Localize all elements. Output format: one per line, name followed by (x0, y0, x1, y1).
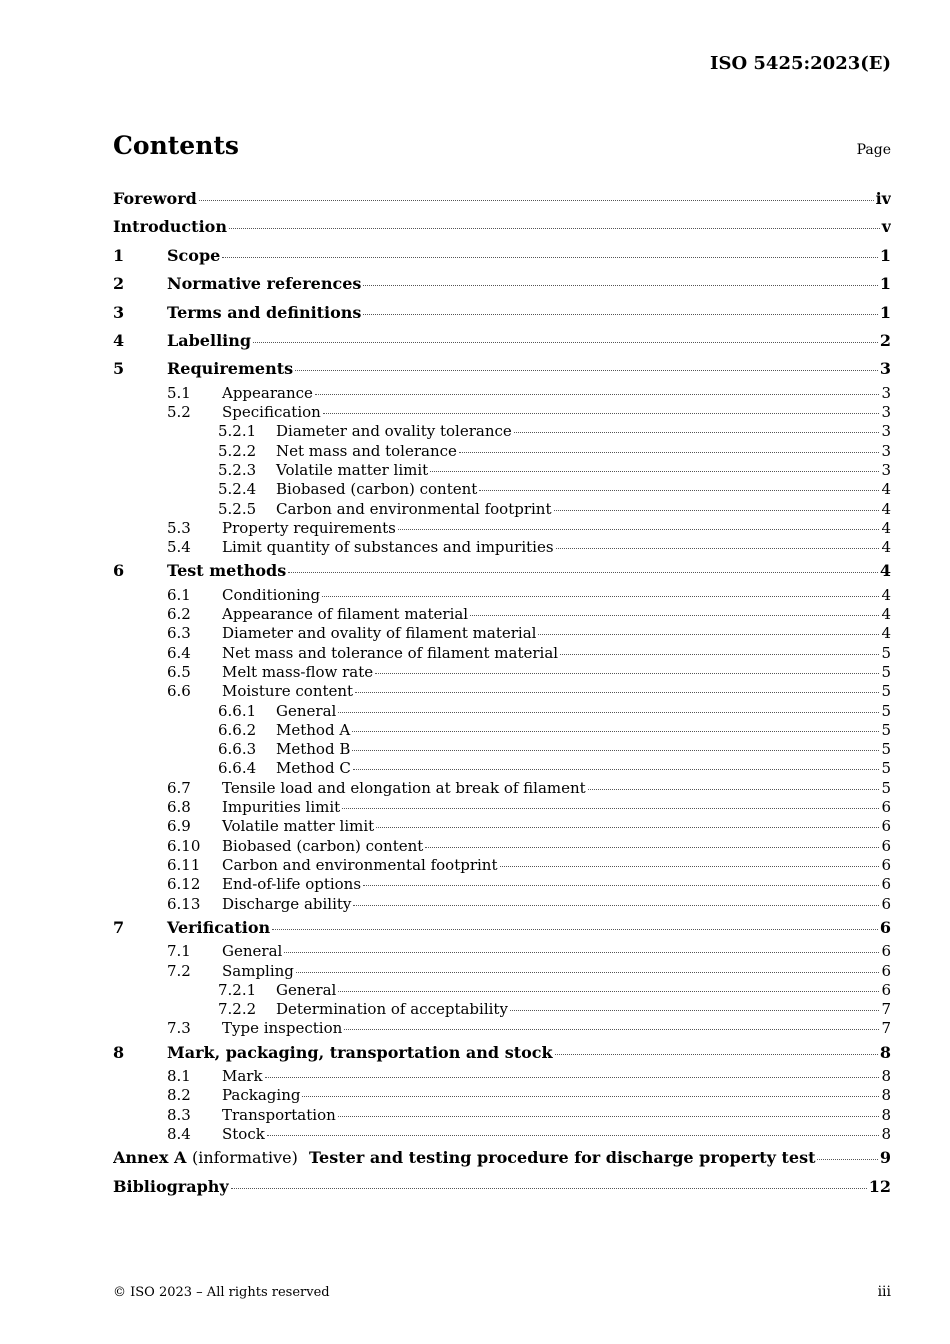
toc-entry-number: 2 (113, 274, 125, 294)
toc-entry-page: 8 (881, 1067, 891, 1086)
toc-entry[interactable] (113, 702, 891, 721)
toc-entry-number: 6.10 (167, 836, 201, 855)
toc-entry-number: 6.1 (167, 585, 191, 604)
toc-entry-title: Carbon and environmental footprint (222, 855, 498, 874)
toc-entry-page: 9 (879, 1148, 891, 1168)
toc-entry[interactable] (113, 856, 891, 875)
toc-entry-number: 6.5 (167, 662, 191, 681)
toc-entry[interactable] (113, 1086, 891, 1105)
toc-entry[interactable] (113, 403, 891, 422)
toc-entry-title: General (222, 942, 283, 961)
toc-entry-page: 4 (881, 499, 891, 518)
toc-entry-page: 7 (881, 1019, 891, 1038)
toc-entry-page: 5 (881, 778, 891, 797)
toc-entry-title: Tester and testing procedure for discharge property test (308, 1148, 816, 1168)
toc-entry-title: Net mass and tolerance (276, 441, 457, 460)
toc-dot-leader (355, 691, 879, 693)
toc-entry-number: 6.9 (167, 817, 191, 836)
toc-entry-title: Appearance of filament material (222, 605, 469, 624)
toc-entry-title: Terms and definitions (167, 302, 362, 322)
toc-entry-page: 3 (881, 460, 891, 479)
toc-dot-leader (284, 951, 879, 953)
toc-dot-leader (352, 749, 879, 751)
toc-entry[interactable] (113, 721, 891, 740)
toc-entry-number: 6.4 (167, 643, 191, 662)
toc-entry-title: General (276, 980, 337, 999)
toc-entry-title: Property requirements (222, 518, 396, 537)
toc-entry-title: Verification (167, 917, 271, 937)
toc-entry[interactable] (113, 1173, 891, 1201)
toc-entry-number: 5.2.3 (218, 460, 257, 479)
toc-entry[interactable] (113, 480, 891, 499)
toc-entry-title: Stock (222, 1125, 265, 1143)
toc-entry-number: 7.2 (167, 961, 191, 980)
toc-dot-leader (322, 595, 879, 597)
toc-dot-leader (510, 1009, 880, 1011)
toc-entry-title: Diameter and ovality tolerance (276, 422, 512, 441)
toc-dot-leader (398, 528, 880, 530)
toc-entry-page: 5 (881, 682, 891, 701)
toc-entry-number: 6.2 (167, 605, 191, 624)
toc-entry-page: 6 (881, 817, 891, 836)
toc-entry-number: 7 (113, 917, 125, 937)
toc-dot-leader (231, 1187, 867, 1189)
toc-entry-number: 5.1 (167, 383, 191, 402)
toc-dot-leader (265, 1076, 880, 1078)
toc-entry-page: 5 (881, 662, 891, 681)
toc-dot-leader (588, 788, 880, 790)
toc-entry-title: Sampling (222, 961, 294, 980)
toc-entry[interactable] (113, 624, 891, 643)
toc-entry[interactable] (113, 682, 891, 701)
toc-entry-number: 5.2.2 (218, 441, 257, 460)
toc-entry[interactable] (113, 981, 891, 1000)
toc-entry[interactable] (113, 1144, 891, 1172)
toc-entry[interactable] (113, 798, 891, 817)
toc-entry-page: 7 (881, 1000, 891, 1019)
toc-dot-leader (556, 547, 880, 549)
toc-entry[interactable] (113, 1019, 891, 1038)
toc-entry[interactable] (113, 779, 891, 798)
toc-entry-title: Method C (276, 759, 351, 778)
contents-title: Contents (113, 131, 240, 160)
toc-dot-leader (353, 768, 880, 770)
toc-entry-title: Volatile matter limit (222, 817, 375, 836)
toc-entry-number: 6.11 (167, 855, 201, 874)
toc-dot-leader (315, 393, 880, 395)
toc-entry-page: 5 (881, 759, 891, 778)
toc-entry[interactable] (113, 185, 891, 213)
toc-entry-number: 8.2 (167, 1086, 191, 1105)
toc-entry-title: Mark, packaging, transportation and stock (167, 1042, 553, 1062)
toc-entry-title: Moisture content (222, 682, 354, 701)
toc-entry-number: 6.8 (167, 798, 191, 817)
toc-dot-leader (363, 284, 877, 286)
toc-entry-title: Introduction (113, 217, 227, 237)
toc-entry-page: 3 (881, 383, 891, 402)
toc-entry[interactable] (113, 1125, 891, 1144)
toc-entry-page: 4 (881, 624, 891, 643)
toc-entry[interactable] (113, 914, 891, 942)
toc-entry[interactable] (113, 1000, 891, 1019)
toc-dot-leader (479, 489, 879, 491)
toc-entry[interactable] (113, 644, 891, 663)
toc-entry-page: 4 (881, 605, 891, 624)
toc-entry-number: 4 (113, 330, 125, 350)
toc-entry[interactable] (113, 1039, 891, 1067)
toc-entry-number: 7.3 (167, 1019, 191, 1038)
toc-entry-page: 5 (881, 643, 891, 662)
toc-entry[interactable] (113, 461, 891, 480)
toc-entry-number: 7.2.1 (218, 980, 257, 999)
toc-dot-leader (353, 904, 879, 906)
toc-entry-page: iv (875, 189, 891, 208)
toc-entry-page: 3 (879, 359, 891, 379)
toc-entry-page: 4 (881, 538, 891, 557)
toc-entry-title: Carbon and environmental footprint (276, 499, 552, 518)
toc-entry-title: Foreword (113, 189, 197, 208)
toc-dot-leader (296, 971, 880, 973)
toc-entry-number: 7.1 (167, 942, 191, 961)
toc-dot-leader (375, 672, 879, 674)
toc-entry[interactable] (113, 442, 891, 461)
toc-dot-leader (288, 571, 878, 573)
toc-entry-page: 8 (881, 1105, 891, 1124)
toc-dot-leader (470, 614, 879, 616)
toc-entry-page: 6 (881, 980, 891, 999)
toc-dot-leader (430, 470, 879, 472)
toc-entry[interactable] (113, 875, 891, 894)
toc-annex-note: (informative) (191, 1148, 298, 1168)
toc-entry[interactable] (113, 663, 891, 682)
toc-dot-leader (222, 256, 878, 258)
toc-dot-leader (229, 227, 880, 229)
toc-entry-title: Specification (222, 403, 321, 422)
toc-entry[interactable] (113, 213, 891, 241)
toc-entry[interactable] (113, 1106, 891, 1125)
toc-entry-title: Diameter and ovality of filament material (222, 624, 537, 643)
toc-entry-page: 3 (881, 403, 891, 422)
toc-dot-leader (295, 369, 878, 371)
toc-dot-leader (352, 730, 879, 732)
toc-entry-title: Determination of acceptability (276, 1000, 508, 1019)
toc-entry-title: General (276, 701, 337, 720)
toc-dot-leader (425, 846, 879, 848)
toc-entry[interactable] (113, 557, 891, 585)
toc-dot-leader (272, 928, 878, 930)
toc-entry-page: 4 (881, 585, 891, 604)
toc-entry-title: Net mass and tolerance of filament material (222, 643, 559, 662)
toc-entry-page: 6 (881, 961, 891, 980)
toc-dot-leader (538, 633, 879, 635)
toc-entry-title: Labelling (167, 330, 252, 350)
toc-entry[interactable] (113, 519, 891, 538)
toc-entry-title: Tensile load and elongation at break of filament (222, 778, 586, 797)
toc-dot-leader (514, 431, 880, 433)
toc-entry-page: 6 (881, 855, 891, 874)
toc-entry[interactable] (113, 242, 891, 270)
toc-entry[interactable] (113, 586, 891, 605)
toc-entry-title: Requirements (167, 359, 294, 379)
toc-entry-number: 7.2.2 (218, 1000, 257, 1019)
toc-dot-leader (554, 509, 880, 511)
toc-dot-leader (555, 1053, 878, 1055)
toc-entry-page: 6 (879, 917, 891, 937)
toc-entry[interactable] (113, 740, 891, 759)
toc-annex-label: Annex A (113, 1148, 187, 1168)
toc-entry-page: 2 (879, 330, 891, 350)
toc-entry-number: 8.3 (167, 1105, 191, 1124)
document-id: ISO 5425:2023(E) (710, 53, 891, 74)
toc-entry[interactable] (113, 1067, 891, 1086)
toc-dot-leader (342, 807, 879, 809)
toc-dot-leader (338, 711, 879, 713)
toc-entry-title: Normative references (167, 274, 362, 294)
toc-entry-number: 5.4 (167, 538, 191, 557)
toc-entry-number: 6.6.2 (218, 720, 257, 739)
toc-dot-leader (344, 1028, 879, 1030)
toc-entry-page: 8 (881, 1086, 891, 1105)
toc-dot-leader (560, 653, 879, 655)
toc-entry-number: 5.2.5 (218, 499, 257, 518)
toc-entry-page: 1 (879, 302, 891, 322)
toc-entry-number: 6.13 (167, 894, 201, 913)
toc-entry-number: 6 (113, 561, 125, 581)
toc-dot-leader (338, 990, 879, 992)
toc-entry-title: Volatile matter limit (276, 460, 429, 479)
toc-entry-number: 5.2.1 (218, 422, 257, 441)
toc-entry-page: 6 (881, 894, 891, 913)
toc-dot-leader (338, 1115, 880, 1117)
toc-entry-title: Bibliography (113, 1176, 229, 1196)
toc-dot-leader (199, 199, 874, 201)
toc-dot-leader (817, 1158, 877, 1160)
toc-entry-number: 8.1 (167, 1067, 191, 1086)
toc-entry-page: 5 (881, 720, 891, 739)
toc-entry-number: 5.2.4 (218, 480, 257, 499)
toc-entry-number: 6.6.1 (218, 701, 257, 720)
toc-entry[interactable] (113, 422, 891, 441)
toc-entry[interactable] (113, 500, 891, 519)
toc-entry-number: 5.3 (167, 518, 191, 537)
toc-entry-page: 1 (879, 245, 891, 265)
toc-entry-page: 4 (879, 561, 891, 581)
toc-entry[interactable] (113, 837, 891, 856)
toc-dot-leader (363, 884, 879, 886)
toc-entry[interactable] (113, 895, 891, 914)
toc-entry-number: 5.2 (167, 403, 191, 422)
toc-dot-leader (363, 313, 877, 315)
toc-dot-leader (500, 865, 880, 867)
toc-entry-page: 6 (881, 836, 891, 855)
toc-entry-page: v (881, 217, 891, 237)
toc-entry-page: 6 (881, 798, 891, 817)
toc-entry[interactable] (113, 270, 891, 298)
toc-entry-title: Scope (167, 245, 221, 265)
toc-dot-leader (302, 1095, 879, 1097)
toc-entry-title: Packaging (222, 1086, 301, 1105)
toc-dot-leader (323, 412, 880, 414)
toc-entry-page: 8 (879, 1042, 891, 1062)
toc-entry-title: Mark (222, 1067, 263, 1086)
toc-entry-page: 1 (879, 274, 891, 294)
toc-entry[interactable] (113, 327, 891, 355)
toc-entry-page: 8 (881, 1125, 891, 1143)
toc-entry[interactable] (113, 759, 891, 778)
toc-entry[interactable] (113, 538, 891, 557)
toc-entry[interactable] (113, 962, 891, 981)
toc-entry[interactable] (113, 299, 891, 327)
toc-entry-number: 3 (113, 302, 125, 322)
toc-entry-number: 8.4 (167, 1125, 191, 1143)
toc-entry[interactable] (113, 817, 891, 836)
footer-copyright: © ISO 2023 – All rights reserved (113, 1285, 330, 1300)
page-column-label: Page (856, 142, 891, 158)
toc-entry-title: Discharge ability (222, 894, 352, 913)
toc-entry-number: 6.6.3 (218, 740, 257, 759)
toc-entry-number: 6.6 (167, 682, 191, 701)
toc-entry-page: 5 (881, 701, 891, 720)
toc-entry-title: Method B (276, 740, 351, 759)
toc-entry-title: Transportation (222, 1105, 336, 1124)
toc-entry-title: Method A (276, 720, 351, 739)
toc-entry-title: Appearance (222, 383, 313, 402)
toc-entry-number: 6.3 (167, 624, 191, 643)
toc-entry-title: Test methods (167, 561, 287, 581)
toc-entry-page: 3 (881, 422, 891, 441)
toc-entry-number: 6.6.4 (218, 759, 257, 778)
toc-entry-title: Limit quantity of substances and impurities (222, 538, 554, 557)
toc-entry[interactable] (113, 384, 891, 403)
toc-entry[interactable] (113, 942, 891, 961)
toc-entry-number: 5 (113, 359, 125, 379)
toc-entry-title: Biobased (carbon) content (222, 836, 424, 855)
toc-dot-leader (253, 341, 878, 343)
table-of-contents (113, 185, 891, 1201)
toc-entry-title: Impurities limit (222, 798, 341, 817)
toc-entry-number: 6.12 (167, 875, 201, 894)
toc-entry[interactable] (113, 605, 891, 624)
footer-page-number: iii (877, 1284, 891, 1300)
toc-entry-number: 1 (113, 245, 125, 265)
toc-entry-page: 6 (881, 942, 891, 961)
toc-entry-title: Biobased (carbon) content (276, 480, 478, 499)
toc-entry-number: 8 (113, 1042, 125, 1062)
toc-entry-page: 6 (881, 875, 891, 894)
toc-entry-page: 12 (868, 1176, 891, 1196)
toc-dot-leader (267, 1134, 880, 1136)
toc-entry-title: Type inspection (222, 1019, 343, 1038)
toc-dot-leader (459, 451, 880, 453)
toc-dot-leader (376, 826, 879, 828)
toc-entry-page: 4 (881, 518, 891, 537)
toc-entry-page: 3 (881, 441, 891, 460)
toc-entry[interactable] (113, 355, 891, 383)
toc-entry-title: End-of-life options (222, 875, 362, 894)
toc-entry-number: 6.7 (167, 778, 191, 797)
toc-entry-title: Melt mass-flow rate (222, 662, 374, 681)
toc-entry-page: 5 (881, 740, 891, 759)
toc-entry-page: 4 (881, 480, 891, 499)
toc-entry-title: Conditioning (222, 585, 321, 604)
